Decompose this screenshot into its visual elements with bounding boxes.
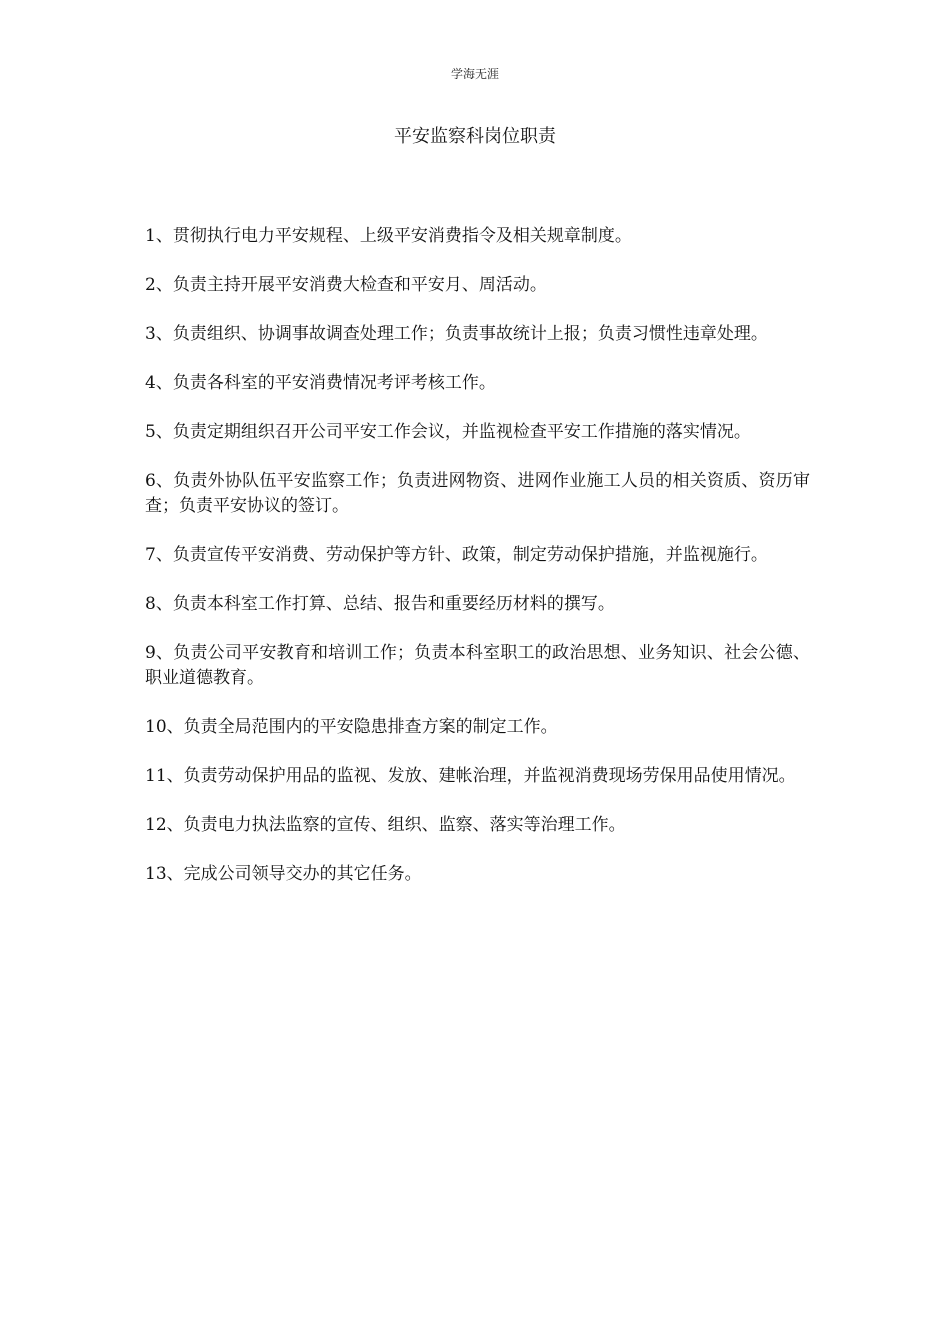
duty-item-10: 10、负责全局范围内的平安隐患排查方案的制定工作。 <box>145 717 558 737</box>
duty-item-4: 4、负责各科室的平安消费情况考评考核工作。 <box>145 373 496 393</box>
duty-item-11: 11、负责劳动保护用品的监视、发放、建帐治理，并监视消费现场劳保用品使用情况。 <box>145 766 796 786</box>
document-title: 平安监察科岗位职责 <box>394 126 556 147</box>
duty-item-6: 6、负责外协队伍平安监察工作；负责进网物资、进网作业施工人员的相关资质、资历审查；负责平安协议的签订。 <box>145 471 810 516</box>
duty-item-5: 5、负责定期组织召开公司平安工作会议，并监视检查平安工作措施的落实情况。 <box>145 422 751 442</box>
duty-list <box>145 224 810 911</box>
duty-item-12: 12、负责电力执法监察的宣传、组织、监察、落实等治理工作。 <box>145 815 626 835</box>
duty-item-3: 3、负责组织、协调事故调查处理工作；负责事故统计上报；负责习惯性违章处理。 <box>145 324 768 344</box>
duty-item-1: 1、贯彻执行电力平安规程、上级平安消费指令及相关规章制度。 <box>145 226 632 246</box>
duty-item-2: 2、负责主持开展平安消费大检查和平安月、周活动。 <box>145 275 547 295</box>
page-header: 学海无涯 <box>450 67 499 81</box>
duty-item-9: 9、负责公司平安教育和培训工作；负责本科室职工的政治思想、业务知识、社会公德、职业道德教育。 <box>145 643 810 688</box>
duty-item-7: 7、负责宣传平安消费、劳动保护等方针、政策，制定劳动保护措施，并监视施行。 <box>145 545 768 565</box>
duty-item-8: 8、负责本科室工作打算、总结、报告和重要经历材料的撰写。 <box>145 594 615 614</box>
duty-item-13: 13、完成公司领导交办的其它任务。 <box>145 864 422 884</box>
